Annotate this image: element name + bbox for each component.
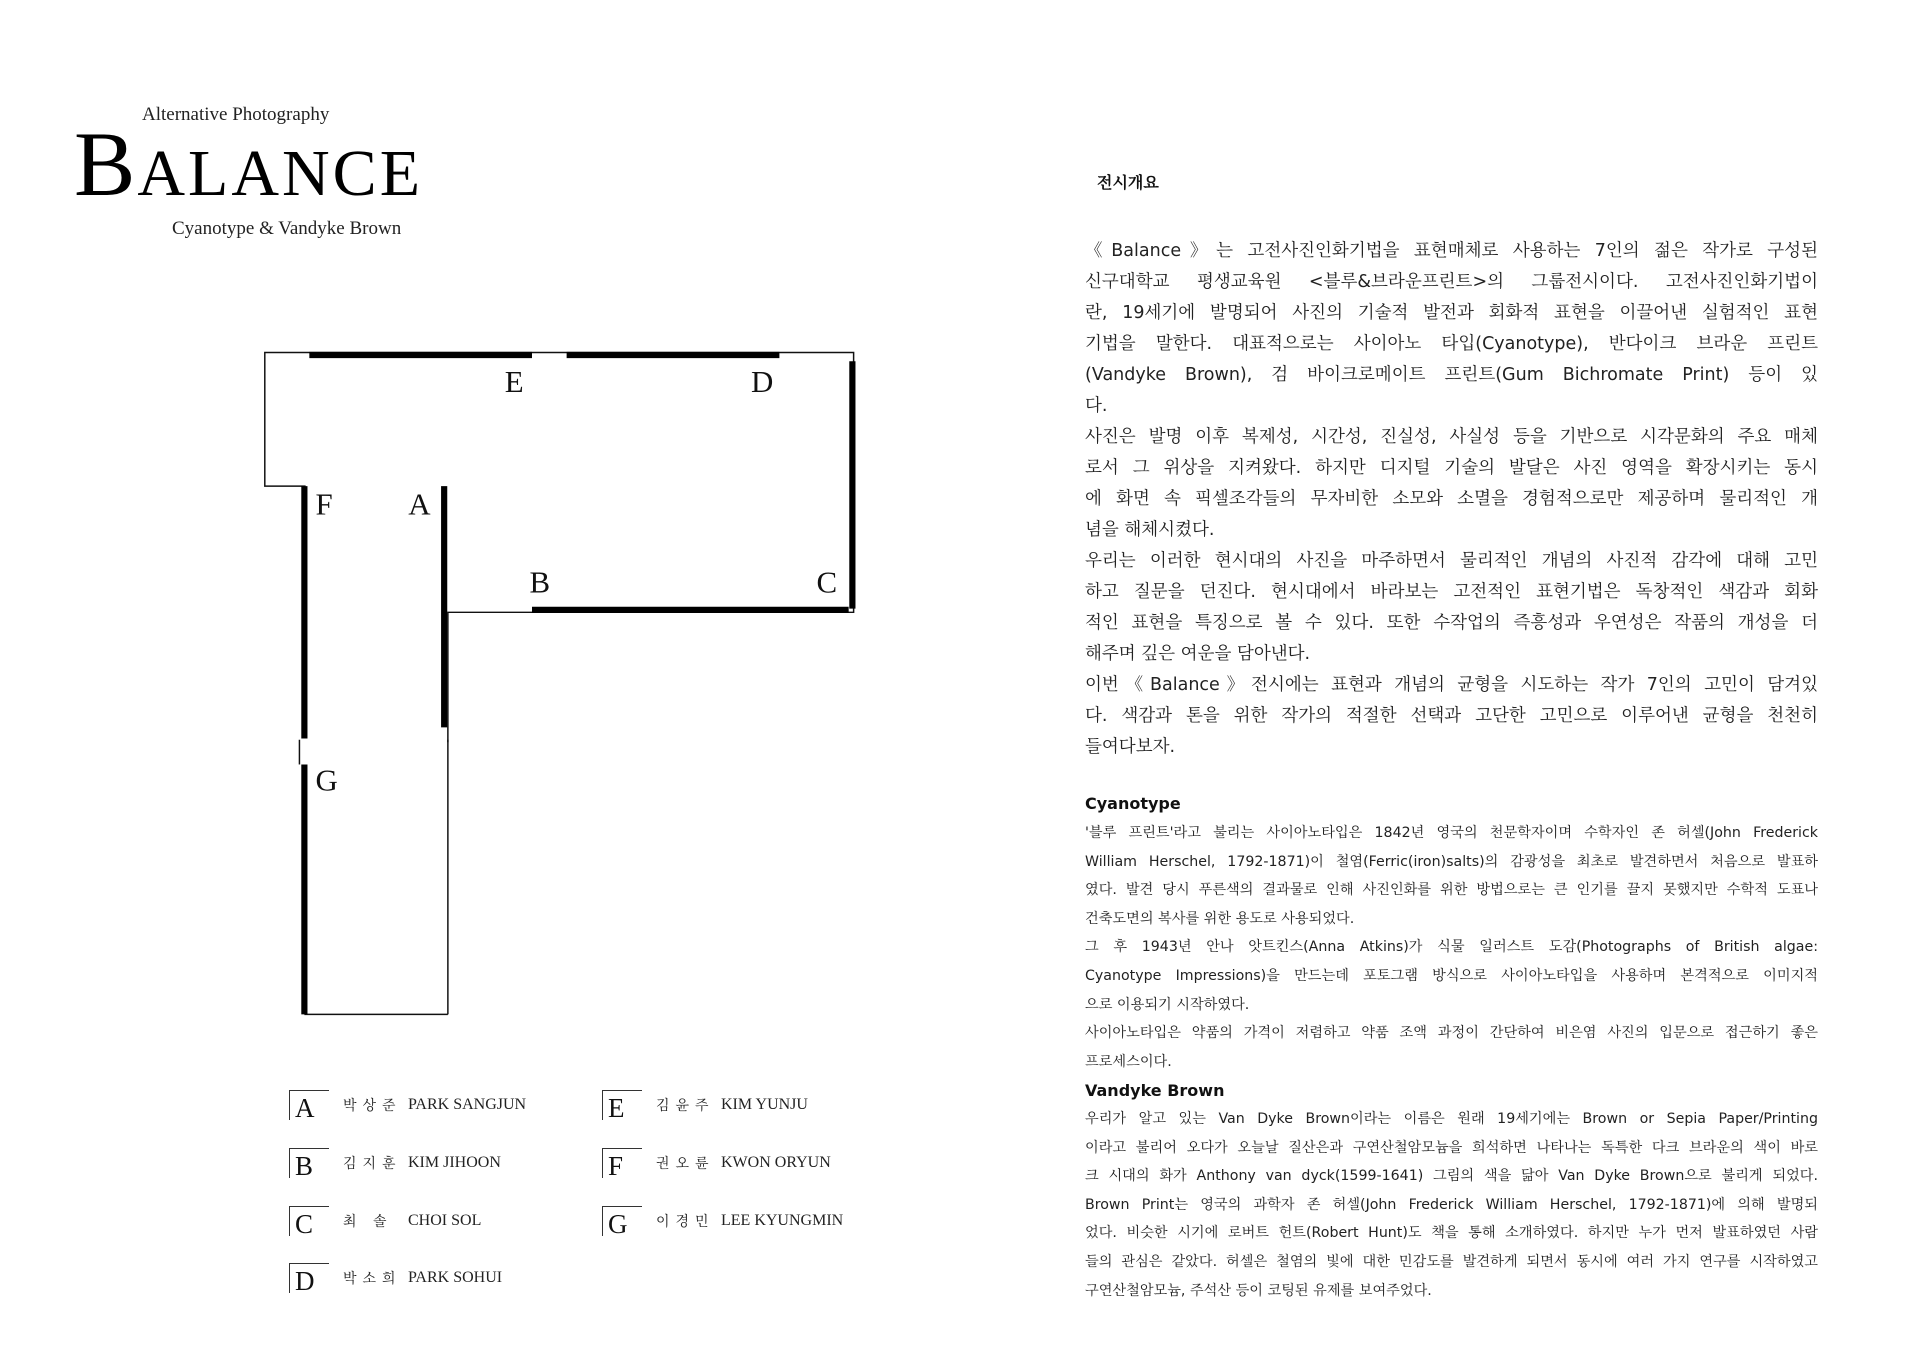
- text-line: 이라고 불리어 오다가 오늘날 질산은과 구연산철암모늄을 희석하면 나타나는 독특한 다크 브라운의 색이 바로: [1085, 1139, 1818, 1156]
- legend-letter: B: [289, 1148, 329, 1178]
- text-line: William Herschel, 1792-1871)이 철염(Ferric(iron)salts)의 감광성을 최초로 발견하면서 처음으로 발표하: [1085, 853, 1818, 870]
- title-initial: B: [74, 113, 138, 215]
- text-line: 사진은 발명 이후 복제성, 시간성, 진실성, 사실성 등을 기반으로 시각문화의 주요 매체: [1085, 427, 1818, 447]
- text-line: 다. 색감과 톤을 위한 작가의 적절한 선택과 고단한 고민으로 이루어낸 균형을 천천히: [1085, 706, 1818, 726]
- text-line: 우리는 이러한 현시대의 사진을 마주하면서 물리적인 개념의 사진적 감각에 대해 고민: [1085, 551, 1818, 571]
- legend-item: [602, 1204, 843, 1238]
- text-line: 었다. 비슷한 시기에 로버트 헌트(Robert Hunt)도 책을 통해 소개하였다. 하지만 누가 먼저 발표하였던 사람: [1085, 1225, 1818, 1242]
- kicker-text: Alternative Photography: [142, 104, 330, 125]
- overview-body: [1085, 236, 1818, 763]
- legend-item: [289, 1261, 502, 1295]
- text-line: 란, 19세기에 발명되어 사진의 기술적 발전과 회화적 표현을 이끌어낸 실험적인 표현: [1085, 303, 1818, 323]
- text-line: 사이아노타입은 약품의 가격이 저렴하고 약품 조액 과정이 간단하여 비은염 사진의 입문으로 접근하기 좋은: [1085, 1025, 1818, 1042]
- label-b: B: [529, 564, 551, 600]
- vandyke-body: [1085, 1105, 1818, 1305]
- text-line: 우리가 알고 있는 Van Dyke Brown이라는 이름은 원래 19세기에는 Brown or Sepia Paper/Printing: [1085, 1111, 1818, 1127]
- vandyke-heading: Vandyke Brown: [1085, 1081, 1225, 1100]
- title-rest: ALANCE: [137, 137, 424, 210]
- legend-ko: 김지훈: [343, 1156, 402, 1172]
- text-line: Brown Print는 영국의 과학자 존 허셀(John Frederick William Herschel, 1792-1871)에 의해 발명되: [1085, 1196, 1818, 1213]
- text-line: 그 후 1943년 안나 앗트킨스(Anna Atkins)가 식물 일러스트 도감(Photographs of British algae:: [1085, 939, 1818, 956]
- label-f: F: [315, 486, 333, 522]
- legend-letter: G: [602, 1206, 642, 1236]
- text-line: 《Balance》는 고전사진인화기법을 표현매체로 사용하는 7인의 젊은 작가로 구성된: [1085, 241, 1818, 261]
- legend-ko: 박상준: [343, 1098, 402, 1114]
- legend-en: KIM YUNJU: [721, 1096, 808, 1113]
- legend-ko: 박소희: [343, 1271, 402, 1287]
- overview-title: 전시개요: [1097, 173, 1159, 192]
- label-e: E: [504, 364, 524, 400]
- legend-en: CHOI SOL: [408, 1212, 482, 1229]
- legend-letter: A: [289, 1090, 329, 1120]
- legend-en: LEE KYUNGMIN: [721, 1212, 844, 1229]
- legend-item: [289, 1088, 526, 1122]
- legend-ko: 이경민: [656, 1214, 715, 1230]
- legend-en: PARK SANGJUN: [408, 1096, 527, 1113]
- text-line: '블루 프린트'라고 불리는 사이아노타입은 1842년 영국의 천문학자이며 수학자인 존 허셀(John Frederick: [1085, 825, 1818, 841]
- legend-item: [602, 1088, 808, 1122]
- label-d: D: [750, 364, 774, 400]
- outer-wall: [265, 353, 854, 743]
- legend-letter: F: [602, 1148, 642, 1178]
- legend-ko: 권오륜: [656, 1156, 715, 1172]
- text-line: 구연산철암모늄, 주석산 등이 코팅된 유제를 보여주었다.: [1085, 1282, 1432, 1299]
- text-line: 기법을 말한다. 대표적으로는 사이아노 타입(Cyanotype), 반다이크 브라운 프린트: [1085, 334, 1818, 354]
- text-line: 크 시대의 화가 Anthony van dyck(1599-1641) 그림의 색을 닮아 Van Dyke Brown으로 불리게 되었다.: [1085, 1168, 1818, 1185]
- text-line: 념을 해체시켰다.: [1085, 520, 1215, 540]
- label-c: C: [816, 564, 838, 600]
- cyanotype-body: [1085, 819, 1818, 1076]
- legend-en: KWON ORYUN: [721, 1154, 831, 1171]
- text-line: 에 화면 속 픽셀조각들의 무자비한 소모와 소멸을 경험적으로만 제공하며 물리적인 개: [1085, 489, 1818, 509]
- legend-ko: 최 솔: [343, 1214, 393, 1230]
- label-a: A: [408, 486, 431, 522]
- text-line: 로서 그 위상을 지켜왔다. 하지만 디지털 기술의 발달은 사진 영역을 확장시키는 동시: [1085, 458, 1818, 478]
- cyanotype-heading: Cyanotype: [1085, 794, 1181, 813]
- legend-item: [289, 1204, 481, 1238]
- legend-letter: D: [289, 1263, 329, 1293]
- legend-letter: E: [602, 1090, 642, 1120]
- legend-item: [289, 1146, 501, 1180]
- text-line: 이번《Balance》전시에는 표현과 개념의 균형을 시도하는 작가 7인의 고민이 담겨있: [1085, 675, 1818, 695]
- text-line: 해주며 깊은 여운을 담아낸다.: [1085, 644, 1311, 664]
- legend-ko: 김윤주: [656, 1098, 715, 1114]
- text-line: 였다. 발견 당시 푸른색의 결과물로 인해 사진인화를 위한 방법으로는 큰 인기를 끌지 못했지만 수학적 도표나: [1085, 882, 1818, 899]
- text-line: (Vandyke Brown), 검 바이크로메이트 프린트(Gum Bichromate Print) 등이 있: [1085, 365, 1818, 385]
- text-line: 적인 표현을 특징으로 볼 수 있다. 또한 수작업의 즉흥성과 우연성은 작품의 개성을 더: [1085, 613, 1818, 633]
- text-line: 프로세스이다.: [1085, 1053, 1172, 1070]
- label-g: G: [315, 762, 338, 798]
- legend-en: PARK SOHUI: [408, 1269, 503, 1286]
- text-line: 신구대학교 평생교육원 <블루&브라운프린트>의 그룹전시이다. 고전사진인화기법이: [1085, 272, 1818, 292]
- text-line: 하고 질문을 던진다. 현시대에서 바라보는 고전적인 표현기법은 독창적인 색감과 회화: [1085, 582, 1818, 602]
- text-line: Cyanotype Impressions)을 만드는데 포토그램 방식으로 사이아노타입을 사용하며 본격적으로 이미지적: [1085, 967, 1818, 984]
- legend-item: [602, 1146, 831, 1180]
- text-line: 들의 관심은 같았다. 허셀은 철염의 빛에 대한 민감도를 발견하게 되면서 동시에 여러 가지 연구를 시작하였고: [1085, 1253, 1818, 1270]
- text-line: 으로 이용되기 시작하였다.: [1085, 996, 1250, 1013]
- legend-letter: C: [289, 1206, 329, 1236]
- legend-en: KIM JIHOON: [408, 1154, 501, 1171]
- text-line: 건축도면의 복사를 위한 용도로 사용되었다.: [1085, 910, 1355, 927]
- text-line: 들여다보자.: [1085, 737, 1176, 757]
- text-line: 다.: [1085, 396, 1108, 416]
- subtitle: Cyanotype & Vandyke Brown: [172, 218, 402, 239]
